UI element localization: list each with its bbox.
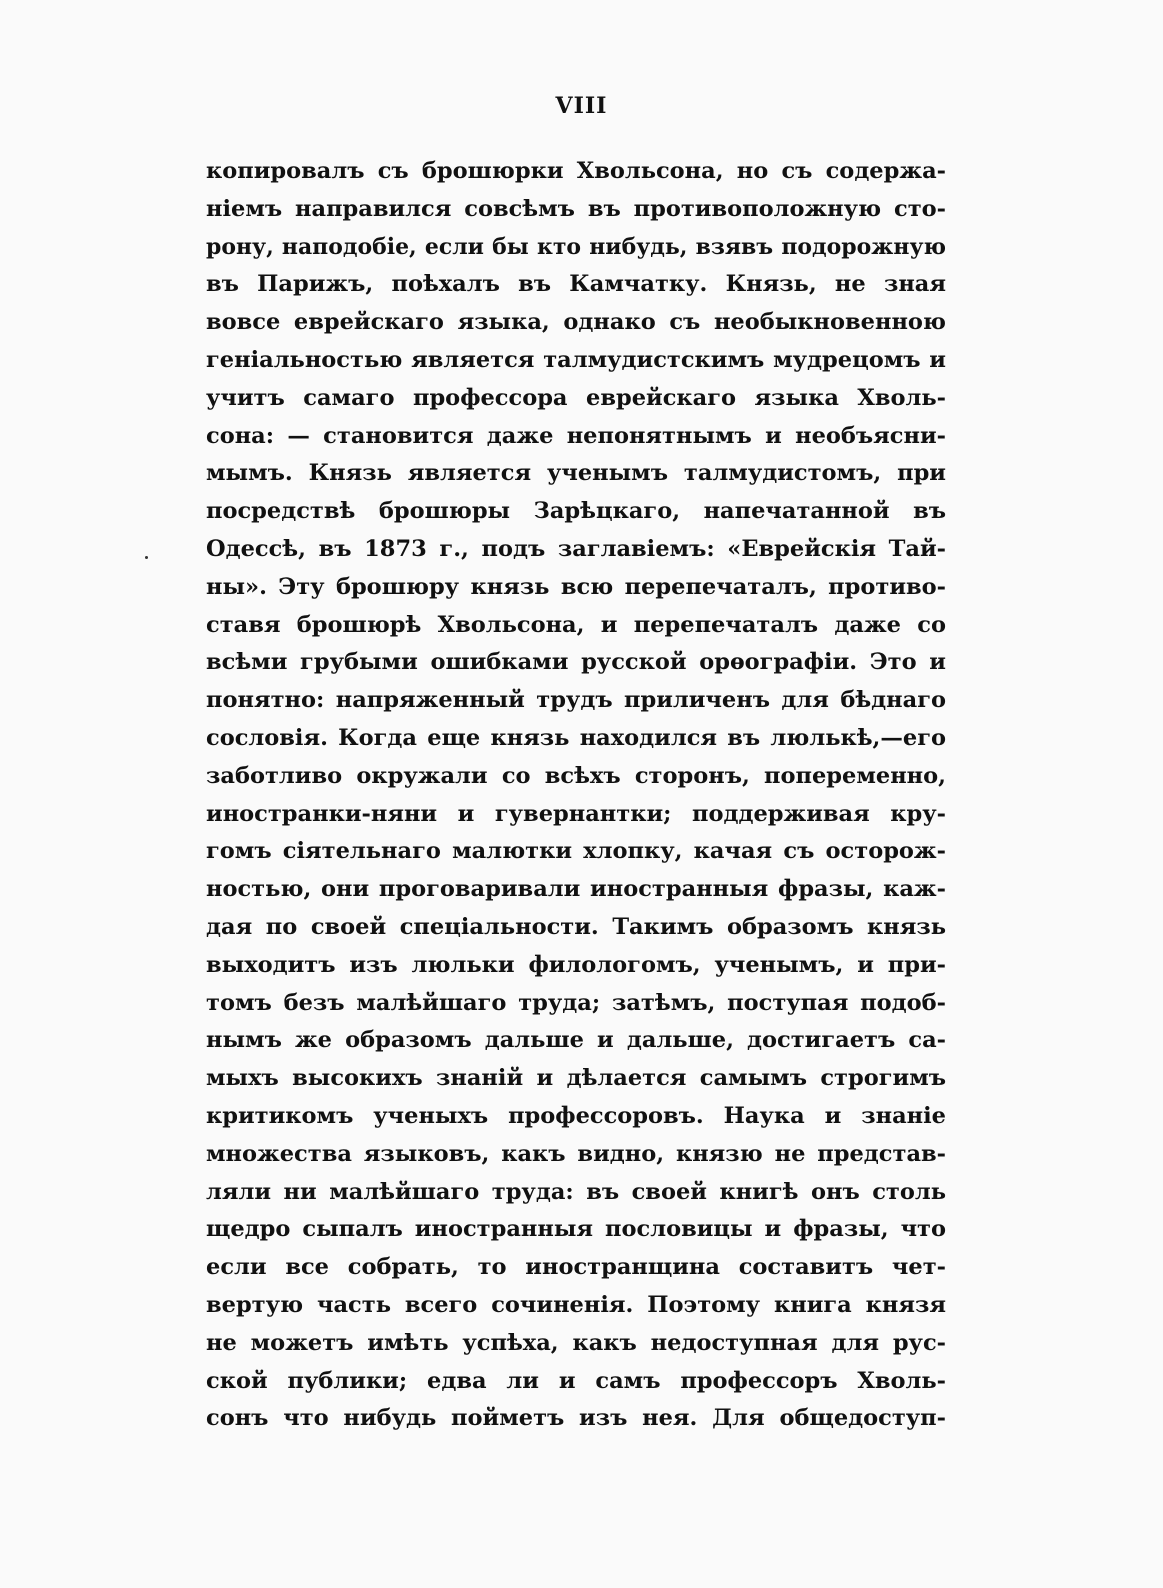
text-line: сона: — становится даже непонятнымъ и необъясни- <box>206 422 946 449</box>
text-line: щедро сыпалъ иностранныя пословицы и фразы, что <box>206 1216 946 1243</box>
text-line: мымъ. Князь является ученымъ талмудистомъ, при <box>206 460 946 487</box>
ink-speck <box>145 556 148 559</box>
text-line: сонъ что нибудь пойметъ изъ нея. Для общедоступ- <box>206 1405 946 1432</box>
text-line: ностью, они проговаривали иностранныя фразы, каж- <box>206 876 946 903</box>
text-line: ніемъ направился совсѣмъ въ противоположную сто- <box>206 195 946 222</box>
text-line: нымъ же образомъ дальше и дальше, достигаетъ са- <box>206 1027 946 1054</box>
text-line: ляли ни малѣйшаго труда: въ своей книгѣ онъ столь <box>206 1178 946 1205</box>
text-line: мыхъ высокихъ знаній и дѣлается самымъ строгимъ <box>206 1065 946 1092</box>
text-line: въ Парижъ, поѣхалъ въ Камчатку. Князь, не зная <box>206 271 946 298</box>
text-line: если все собрать, то иностранщина составитъ чет- <box>206 1254 946 1281</box>
text-line: ской публики; едва ли и самъ профессоръ Хволь- <box>206 1367 946 1394</box>
text-line: выходитъ изъ люльки филологомъ, ученымъ, и при- <box>206 951 946 978</box>
text-line: учитъ самаго профессора еврейскаго языка Хволь- <box>206 384 946 411</box>
text-line: вовсе еврейскаго языка, однако съ необыкновенною <box>206 309 946 336</box>
body-text <box>206 153 946 1438</box>
text-line: рону, наподобіе, если бы кто нибудь, взявъ подорожную <box>206 233 946 260</box>
page-number: VIII <box>555 93 608 119</box>
text-line: критикомъ ученыхъ профессоровъ. Наука и знаніе <box>206 1102 946 1129</box>
text-line: копировалъ съ брошюрки Хвольсона, но съ содержа- <box>206 158 946 184</box>
text-line: геніальностью является талмудистскимъ мудрецомъ и <box>206 346 946 373</box>
text-line: ны». Эту брошюру князь всю перепечаталъ, противо- <box>206 573 946 600</box>
text-line: дая по своей спеціальности. Такимъ образомъ князь <box>206 913 946 940</box>
text-line: сословія. Когда еще князь находился въ люлькѣ,—его <box>206 724 946 751</box>
text-line: заботливо окружали со всѣхъ сторонъ, попеременно, <box>206 762 946 789</box>
text-line: ставя брошюрѣ Хвольсона, и перепечаталъ даже со <box>206 611 946 638</box>
text-line: посредствѣ брошюры Зарѣцкаго, напечатанной въ <box>206 498 946 525</box>
text-line: гомъ сіятельнаго малютки хлопку, качая съ осторож- <box>206 838 946 865</box>
text-line: понятно: напряженный трудъ приличенъ для бѣднаго <box>206 687 946 714</box>
text-line: томъ безъ малѣйшаго труда; затѣмъ, поступая подоб- <box>206 989 946 1016</box>
text-line: иностранки-няни и гувернантки; поддерживая кру- <box>206 800 946 827</box>
text-line: всѣми грубыми ошибками русской орѳографіи. Это и <box>206 649 946 676</box>
text-line: множества языковъ, какъ видно, князю не представ- <box>206 1140 946 1167</box>
text-line: вертую часть всего сочиненія. Поэтому книга князя <box>206 1291 946 1318</box>
text-line: Одессѣ, въ 1873 г., подъ заглавіемъ: «Еврейскія Тай- <box>206 535 946 562</box>
text-line: не можетъ имѣть успѣха, какъ недоступная для рус- <box>206 1329 946 1356</box>
